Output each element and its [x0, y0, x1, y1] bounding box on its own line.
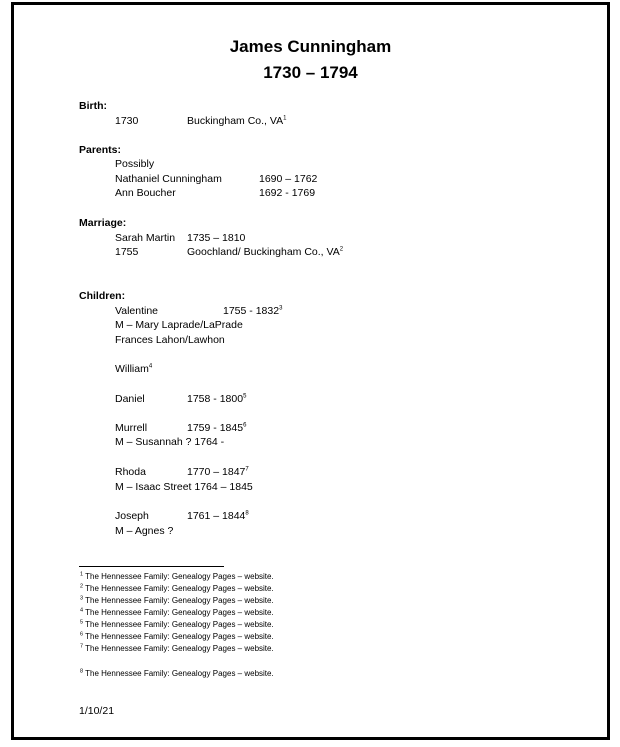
- child-valentine-spouse2: Frances Lahon/Lawhon: [115, 334, 225, 346]
- child-daniel-dates-text: 1758 - 1800: [187, 393, 244, 405]
- child-murrell-name: Murrell: [115, 422, 148, 434]
- footnote-7: [80, 644, 274, 654]
- child-murrell-spouse: M – Susannah ? 1764 -: [115, 436, 225, 448]
- marriage-place: [187, 245, 343, 259]
- child-daniel-name: Daniel: [115, 393, 145, 405]
- footnote-ref-4: 4: [148, 363, 153, 370]
- birth-heading: Birth:: [79, 100, 107, 112]
- marriage-place-text: Goochland/ Buckingham Co., VA: [187, 246, 340, 258]
- child-murrell-dates-text: 1759 - 1845: [187, 422, 244, 434]
- footnote-8: [80, 669, 274, 679]
- marriage-year: 1755: [115, 246, 139, 258]
- spouse-name: Sarah Martin: [115, 232, 176, 244]
- footnote-ref-8: 8: [245, 510, 249, 517]
- child-valentine-spouse: M – Mary Laprade/LaPrade: [115, 319, 243, 331]
- footnote-ref-2: 2: [339, 246, 344, 253]
- children-heading: Children:: [79, 290, 126, 302]
- mother-dates: 1692 - 1769: [259, 187, 316, 199]
- parents-heading: Parents:: [79, 144, 122, 156]
- child-valentine-dates: [223, 304, 282, 318]
- child-daniel-dates: [187, 392, 246, 406]
- child-william-name: William: [115, 363, 149, 375]
- footnote-2-num: 2: [80, 583, 84, 590]
- child-rhoda-dates-text: 1770 – 1847: [187, 466, 246, 478]
- birth-year: 1730: [115, 115, 139, 127]
- child-rhoda-name: Rhoda: [115, 466, 146, 478]
- document-date: 1/10/21: [79, 705, 115, 717]
- parents-note: Possibly: [115, 158, 155, 170]
- footnote-7-num: 7: [80, 643, 84, 650]
- footnote-5-text: The Hennessee Family: Genealogy Pages – website.: [85, 620, 274, 629]
- footnote-1-text: The Hennessee Family: Genealogy Pages – website.: [85, 572, 274, 581]
- footnote-3-num: 3: [80, 595, 84, 602]
- marriage-heading: Marriage:: [79, 217, 127, 229]
- footnote-ref-3: 3: [279, 305, 283, 312]
- footnote-2-text: The Hennessee Family: Genealogy Pages – website.: [85, 584, 274, 593]
- footnote-6: [80, 632, 274, 642]
- document-page: [11, 2, 610, 740]
- footnote-6-text: The Hennessee Family: Genealogy Pages – website.: [85, 632, 274, 641]
- footnote-ref-6: 6: [243, 422, 247, 429]
- footnote-8-num: 8: [80, 668, 84, 675]
- footnote-3: [80, 596, 274, 606]
- footnote-4-text: The Hennessee Family: Genealogy Pages – website.: [85, 608, 274, 617]
- child-rhoda-spouse: M – Isaac Street 1764 – 1845: [115, 481, 253, 493]
- child-joseph-spouse: M – Agnes ?: [115, 525, 174, 537]
- birth-place: [187, 114, 286, 128]
- footnote-4: [80, 608, 274, 618]
- page-subtitle-dates: 1730 – 1794: [263, 63, 358, 82]
- child-joseph-name: Joseph: [115, 510, 149, 522]
- child-valentine-name: Valentine: [115, 305, 159, 317]
- footnote-ref-7: 7: [245, 466, 249, 473]
- father-dates: 1690 – 1762: [259, 173, 318, 185]
- footnote-6-num: 6: [80, 631, 84, 638]
- footnote-ref-5: 5: [243, 393, 247, 400]
- father-name: Nathaniel Cunningham: [115, 173, 222, 185]
- footnote-7-text: The Hennessee Family: Genealogy Pages – website.: [85, 644, 274, 653]
- footnote-separator: [79, 566, 224, 567]
- footnote-1: [80, 572, 274, 582]
- page-title: James Cunningham: [229, 37, 392, 56]
- footnote-ref-1: 1: [283, 115, 287, 122]
- child-william: [115, 362, 152, 376]
- footnote-1-num: 1: [80, 571, 84, 578]
- child-joseph-dates: [187, 509, 249, 523]
- child-murrell-dates: [187, 421, 246, 435]
- footnote-3-text: The Hennessee Family: Genealogy Pages – website.: [85, 596, 274, 605]
- child-rhoda-dates: [187, 465, 249, 479]
- spouse-dates: 1735 – 1810: [187, 232, 246, 244]
- footnote-5-num: 5: [80, 619, 84, 626]
- footnote-2: [80, 584, 274, 594]
- footnote-4-num: 4: [80, 607, 84, 614]
- mother-name: Ann Boucher: [115, 187, 176, 199]
- child-joseph-dates-text: 1761 – 1844: [187, 510, 246, 522]
- birth-place-text: Buckingham Co., VA: [187, 115, 284, 127]
- footnote-8-text: The Hennessee Family: Genealogy Pages – website.: [85, 669, 274, 678]
- footnote-5: [80, 620, 274, 630]
- child-valentine-dates-text: 1755 - 1832: [223, 305, 280, 317]
